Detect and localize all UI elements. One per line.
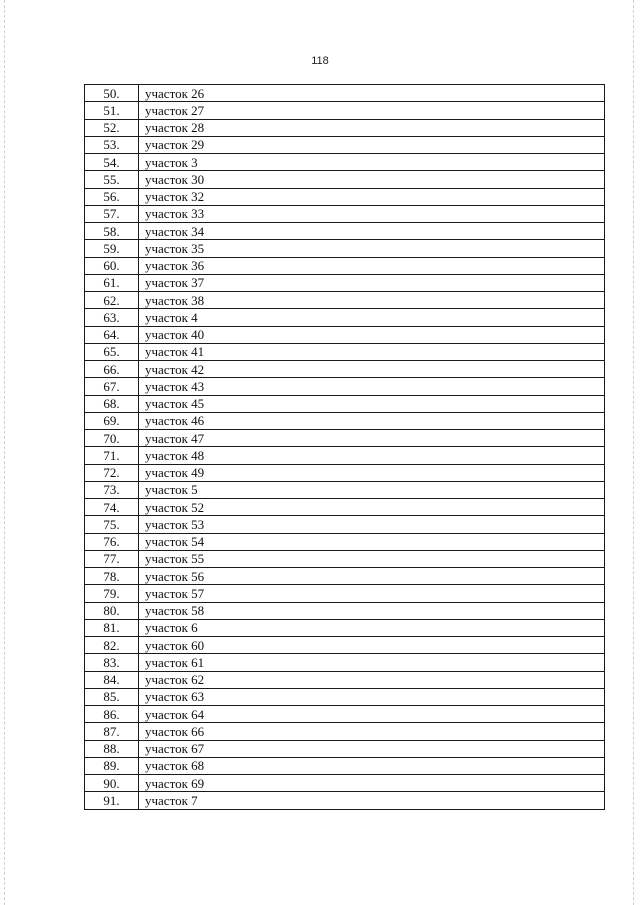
table-row [85, 102, 605, 119]
table-row [85, 240, 605, 257]
row-number-cell: 80. [85, 602, 139, 619]
plot-name-cell: участок 46 [139, 412, 605, 429]
scan-edge-right [633, 0, 635, 905]
plot-name-cell: участок 36 [139, 257, 605, 274]
plot-name-cell: участок 55 [139, 550, 605, 567]
row-number-cell: 67. [85, 378, 139, 395]
row-number-cell: 66. [85, 361, 139, 378]
table-row [85, 550, 605, 567]
plot-name-cell: участок 64 [139, 706, 605, 723]
plot-name-cell: участок 60 [139, 637, 605, 654]
plot-name-cell: участок 45 [139, 395, 605, 412]
plot-name-cell: участок 35 [139, 240, 605, 257]
plot-name-cell: участок 7 [139, 792, 605, 809]
plot-name-cell: участок 47 [139, 430, 605, 447]
plot-name-cell: участок 63 [139, 688, 605, 705]
row-number-cell: 74. [85, 499, 139, 516]
plot-name-cell: участок 29 [139, 136, 605, 153]
row-number-cell: 89. [85, 757, 139, 774]
table-row [85, 171, 605, 188]
plot-name-cell: участок 53 [139, 516, 605, 533]
table-row [85, 154, 605, 171]
table-row [85, 706, 605, 723]
row-number-cell: 57. [85, 205, 139, 222]
row-number-cell: 73. [85, 481, 139, 498]
plot-name-cell: участок 52 [139, 499, 605, 516]
plot-name-cell: участок 26 [139, 85, 605, 102]
row-number-cell: 88. [85, 740, 139, 757]
plot-name-cell: участок 38 [139, 292, 605, 309]
plot-name-cell: участок 43 [139, 378, 605, 395]
row-number-cell: 90. [85, 775, 139, 792]
row-number-cell: 76. [85, 533, 139, 550]
row-number-cell: 51. [85, 102, 139, 119]
table-row [85, 757, 605, 774]
row-number-cell: 58. [85, 223, 139, 240]
table-row [85, 792, 605, 809]
row-number-cell: 72. [85, 464, 139, 481]
scan-edge-left [4, 0, 6, 905]
plot-name-cell: участок 54 [139, 533, 605, 550]
plot-name-cell: участок 48 [139, 447, 605, 464]
table-row [85, 602, 605, 619]
plot-name-cell: участок 33 [139, 205, 605, 222]
plot-name-cell: участок 30 [139, 171, 605, 188]
table-row [85, 292, 605, 309]
table-row [85, 568, 605, 585]
table-row [85, 775, 605, 792]
table-row [85, 309, 605, 326]
table-row [85, 671, 605, 688]
table-row [85, 723, 605, 740]
plots-table [84, 84, 605, 810]
plot-name-cell: участок 68 [139, 757, 605, 774]
table-row [85, 274, 605, 291]
plot-name-cell: участок 4 [139, 309, 605, 326]
table-row [85, 464, 605, 481]
row-number-cell: 55. [85, 171, 139, 188]
row-number-cell: 64. [85, 326, 139, 343]
table-row [85, 516, 605, 533]
table-row [85, 223, 605, 240]
row-number-cell: 62. [85, 292, 139, 309]
row-number-cell: 56. [85, 188, 139, 205]
plot-name-cell: участок 66 [139, 723, 605, 740]
plot-name-cell: участок 40 [139, 326, 605, 343]
plot-name-cell: участок 69 [139, 775, 605, 792]
table-row [85, 85, 605, 102]
table-row [85, 447, 605, 464]
row-number-cell: 53. [85, 136, 139, 153]
plot-name-cell: участок 28 [139, 119, 605, 136]
table-row [85, 619, 605, 636]
plot-name-cell: участок 32 [139, 188, 605, 205]
row-number-cell: 70. [85, 430, 139, 447]
row-number-cell: 82. [85, 637, 139, 654]
row-number-cell: 79. [85, 585, 139, 602]
table-row [85, 205, 605, 222]
row-number-cell: 91. [85, 792, 139, 809]
row-number-cell: 52. [85, 119, 139, 136]
plot-name-cell: участок 41 [139, 343, 605, 360]
plot-name-cell: участок 49 [139, 464, 605, 481]
row-number-cell: 81. [85, 619, 139, 636]
table-row [85, 395, 605, 412]
table-row [85, 412, 605, 429]
table-row [85, 361, 605, 378]
plot-name-cell: участок 34 [139, 223, 605, 240]
row-number-cell: 86. [85, 706, 139, 723]
page-number: 118 [311, 55, 329, 67]
table-row [85, 326, 605, 343]
plot-name-cell: участок 3 [139, 154, 605, 171]
row-number-cell: 61. [85, 274, 139, 291]
table-row [85, 499, 605, 516]
row-number-cell: 87. [85, 723, 139, 740]
table-row [85, 637, 605, 654]
row-number-cell: 50. [85, 85, 139, 102]
row-number-cell: 54. [85, 154, 139, 171]
table-row [85, 481, 605, 498]
table-row [85, 430, 605, 447]
plot-name-cell: участок 27 [139, 102, 605, 119]
table-row [85, 585, 605, 602]
row-number-cell: 78. [85, 568, 139, 585]
row-number-cell: 83. [85, 654, 139, 671]
table-row [85, 136, 605, 153]
plot-name-cell: участок 58 [139, 602, 605, 619]
plot-name-cell: участок 42 [139, 361, 605, 378]
table-row [85, 654, 605, 671]
plot-name-cell: участок 61 [139, 654, 605, 671]
table-row [85, 188, 605, 205]
plot-name-cell: участок 5 [139, 481, 605, 498]
row-number-cell: 75. [85, 516, 139, 533]
row-number-cell: 69. [85, 412, 139, 429]
plot-name-cell: участок 67 [139, 740, 605, 757]
table-row [85, 688, 605, 705]
row-number-cell: 77. [85, 550, 139, 567]
table-row [85, 343, 605, 360]
row-number-cell: 59. [85, 240, 139, 257]
row-number-cell: 65. [85, 343, 139, 360]
table-row [85, 257, 605, 274]
row-number-cell: 84. [85, 671, 139, 688]
table-row [85, 378, 605, 395]
row-number-cell: 63. [85, 309, 139, 326]
row-number-cell: 68. [85, 395, 139, 412]
table-row [85, 533, 605, 550]
plot-name-cell: участок 6 [139, 619, 605, 636]
plot-name-cell: участок 56 [139, 568, 605, 585]
plot-name-cell: участок 62 [139, 671, 605, 688]
row-number-cell: 85. [85, 688, 139, 705]
plots-table-body [85, 85, 605, 810]
row-number-cell: 60. [85, 257, 139, 274]
plot-name-cell: участок 37 [139, 274, 605, 291]
plot-name-cell: участок 57 [139, 585, 605, 602]
table-row [85, 740, 605, 757]
table-row [85, 119, 605, 136]
row-number-cell: 71. [85, 447, 139, 464]
